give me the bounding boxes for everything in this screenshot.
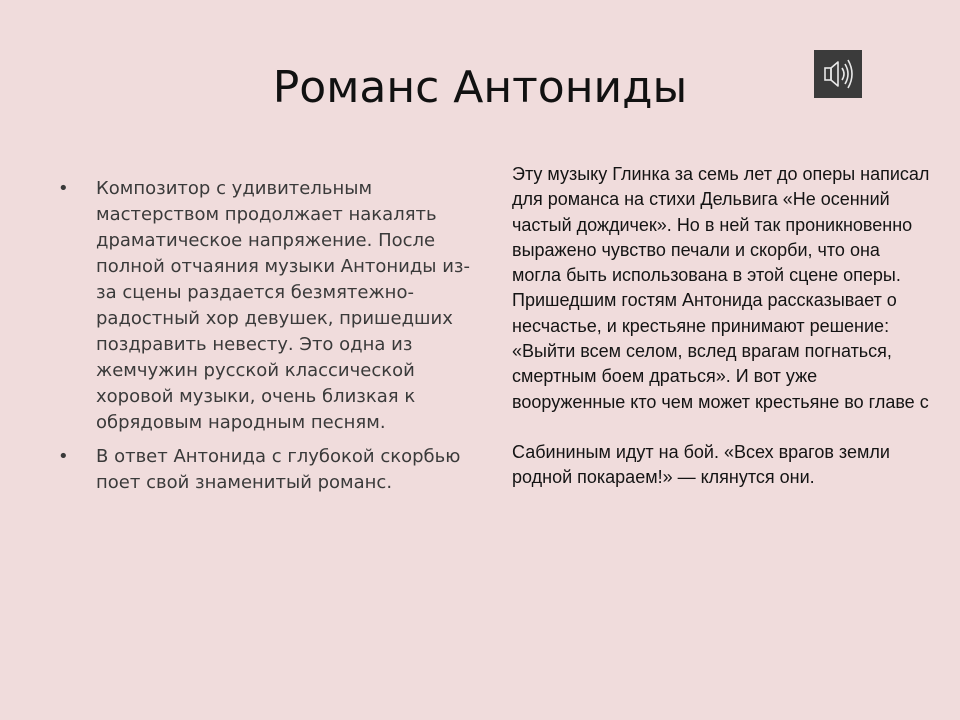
bullet-text: В ответ Антонида с глубокой скорбью поет свой знаменитый романс. xyxy=(96,446,461,493)
paragraph-spacer xyxy=(512,415,932,440)
right-text-block xyxy=(512,162,932,491)
left-bullet-list xyxy=(56,176,476,504)
bullet-marker: • xyxy=(58,446,69,467)
right-paragraph-1: Эту музыку Глинка за семь лет до оперы написал для романса на стихи Дельвига «Не осенний частый дождичек». Но в ней так проникновенно выражено чувство печали и скорби, что она могла быть использована в этой сцене оперы. Пришедшим гостям Антонида рассказывает о несчастье, и крестьяне принимают решение: «Выйти всем селом, вслед врагам погнаться, смертным боем драться». И вот уже вооруженные кто чем может крестьяне во главе с xyxy=(512,164,930,412)
speaker-sound-icon-graphic xyxy=(814,50,862,98)
bullet-marker: • xyxy=(58,178,69,199)
right-paragraph-2: Сабининым идут на бой. «Всех врагов земли родной покараем!» — клянутся они. xyxy=(512,441,890,488)
bullet-item xyxy=(56,444,476,496)
bullet-item xyxy=(56,176,476,436)
bullet-text: Композитор с удивительным мастерством продолжает накалять драматическое напряжение. После полной отчаяния музыки Антониды из-за сцены раздается безмятежно-радостный хор девушек, пришедших поздравить невесту. Это одна из жемчужин русской классической хоровой музыки, очень близкая к обрядовым народным песням. xyxy=(96,178,470,433)
speaker-sound-icon[interactable] xyxy=(814,50,862,98)
slide-title: Романс Антониды xyxy=(272,62,688,113)
